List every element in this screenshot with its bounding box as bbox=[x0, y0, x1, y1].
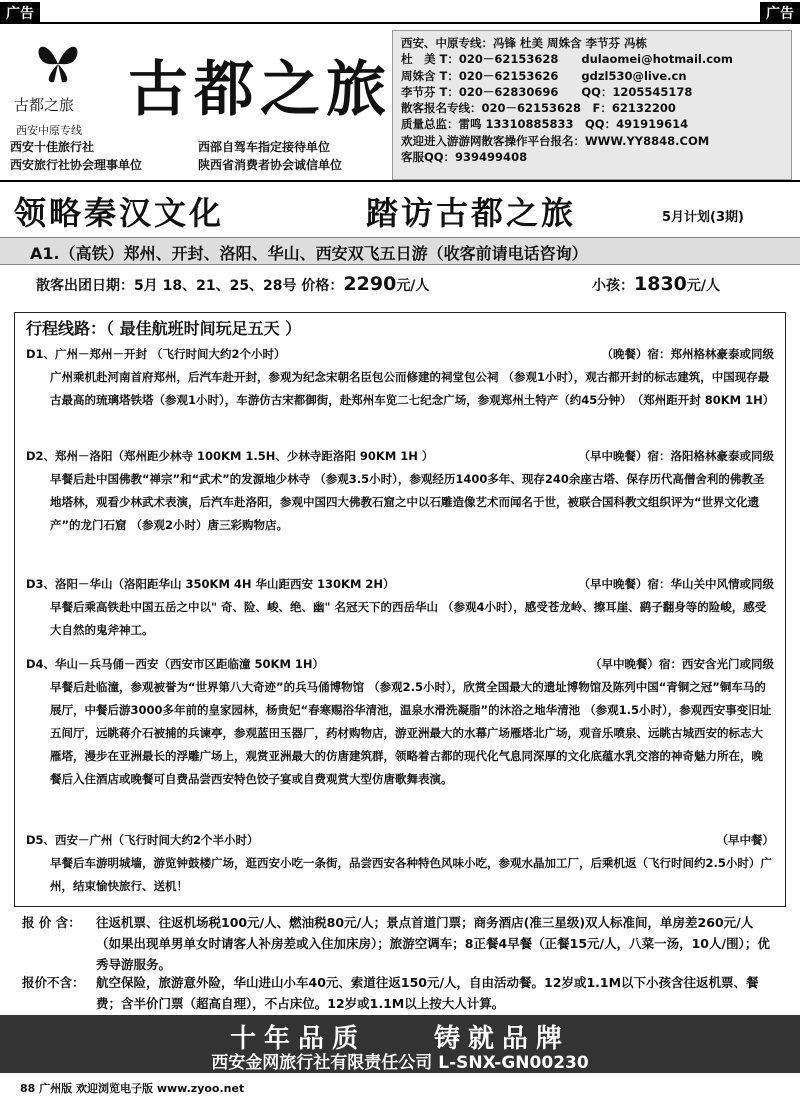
contact-line: 质量总监：雷鸣 13310885833 QQ：491919614 bbox=[401, 117, 689, 132]
day-body: 早餐后车游明城墙，游览钟鼓楼广场，逛西安小吃一条街，品尝西安各种特色风味小吃，参观水晶加工厂，后乘机返（飞行时间约2.5小时）广州，结束愉快旅行、送机！ bbox=[50, 856, 772, 893]
contact-line: 欢迎进入游游网散客操作平台报名：WWW.YY8848.COM bbox=[401, 133, 710, 148]
includes-text: 往返机票、往返机场税100元/人、燃油税80元/人；景点首道门票；商务酒店(准三星级)双人标准间，单房差260元/人（如果出现单男单女时请客人补房差或入住加床房）；旅游空调车；8正餐4早餐（正餐15元/人，八菜一汤，10人/围）；优秀导游服务。 bbox=[96, 915, 770, 972]
day-header bbox=[26, 832, 774, 848]
departure-info bbox=[36, 273, 429, 295]
page-info bbox=[20, 1080, 244, 1096]
kid-label: 小孩： bbox=[592, 278, 634, 294]
contact-line: 周姝含 T：020－62153626 gdzl530@live.cn bbox=[401, 68, 687, 83]
day-header bbox=[26, 448, 774, 464]
org-left-2: 西安旅行社协会理事单位 bbox=[10, 158, 143, 172]
day-route: D2、郑州－洛阳（郑州距少林寺 100KM 1.5H、少林寺距洛阳 90KM 1H ） bbox=[26, 449, 434, 463]
route-title: A1.（高铁）郑州、开封、洛阳、华山、西安双飞五日游（收客前请电话咨询） bbox=[0, 237, 800, 265]
logo-text: 古都之旅 bbox=[14, 96, 75, 114]
itinerary-title: 行程线路：（ 最佳航班时间玩足五天 ） bbox=[26, 319, 302, 338]
day-route: D3、洛阳－华山（洛阳距华山 350KM 4H 华山距西安 130KM 2H） bbox=[26, 577, 395, 591]
company-name: 西安金网旅行社有限责任公司 L-SNX-GN00230 bbox=[211, 1053, 589, 1073]
slogan-left: 十年品质 bbox=[229, 1024, 366, 1054]
contact-line: 散客报名专线：020－62153628 F：62132200 bbox=[401, 101, 676, 116]
excludes-section bbox=[14, 972, 786, 1016]
kid-unit: 元/人 bbox=[686, 278, 721, 294]
ad-label-right: 广告 bbox=[760, 2, 800, 24]
day-body: 早餐后赴中国佛教“禅宗”和“武术”的发源地少林寺 （参观3.5小时），参观经历1400多年、现存240余座古塔、保存历代高僧舍利的佛教圣地塔林，观看少林武术表演，后汽车赴洛阳，参观中国四大佛教石窟之中以石雕造像艺术而闻名于世，被联合国科教文组织评为“世界文化遗产”的龙门石窟 （参观2小时）唐三彩购物店。 bbox=[50, 472, 765, 532]
contact-box bbox=[392, 30, 792, 180]
day-meal: （早中晚餐）宿：洛阳格林豪泰或同级 bbox=[578, 449, 774, 463]
day-meal: （晚餐）宿：郑州格林豪泰或同级 bbox=[601, 347, 774, 361]
contact-line: 客服QQ：939499408 bbox=[401, 150, 528, 165]
excludes-label: 报价不含： bbox=[22, 975, 85, 990]
page-number: 88 bbox=[20, 1082, 36, 1095]
site-text: 欢迎浏览电子版 www.zyoo.net bbox=[76, 1082, 245, 1095]
day-header bbox=[26, 346, 774, 362]
org-right-2: 陕西省消费者协会诚信单位 bbox=[198, 158, 343, 172]
org-left-1: 西安十佳旅行社 bbox=[10, 140, 95, 154]
includes-label: 报 价 含： bbox=[22, 915, 81, 930]
day-route: D4、华山－兵马俑－西安（西安市区距临潼 50KM 1H） bbox=[26, 657, 325, 671]
day-meal: （早中晚餐）宿：华山关中风情或同级 bbox=[578, 577, 774, 591]
line-label: 西安中原专线 bbox=[16, 124, 82, 137]
day-header bbox=[26, 656, 774, 672]
headline-left: 领略秦汉文化 bbox=[14, 194, 225, 232]
slogan-right: 铸就品牌 bbox=[434, 1024, 571, 1054]
butterfly-logo-icon bbox=[30, 34, 86, 90]
day-meal: （早中餐） bbox=[716, 833, 774, 847]
brand-title: 古都之旅 bbox=[128, 55, 392, 125]
kid-price: 1830 bbox=[634, 273, 687, 295]
day-route: D1、广州－郑州－开封 （飞行时间大约2个小时） bbox=[26, 347, 286, 361]
departure-label: 散客出团日期：5月 18、21、25、28号 价格： bbox=[36, 278, 344, 294]
adult-price: 2290 bbox=[343, 273, 397, 295]
contact-line: 李节芬 T：020－62830696 QQ：1205545178 bbox=[401, 84, 693, 99]
contact-line: 杜 美 T：020－62153628 dulaomei@hotmail.com bbox=[401, 52, 733, 67]
adult-unit: 元/人 bbox=[396, 278, 430, 294]
day-route: D5、西安－广州（飞行时间大约2个半小时） bbox=[26, 833, 259, 847]
edition: 广州版 bbox=[39, 1082, 73, 1095]
day-body: 广州乘机赴河南首府郑州，后汽车赴开封，参观为纪念宋朝名臣包公而修建的祠堂包公祠 （参观1小时），观古都开封的标志建筑，中国现存最古最高的琉璃塔铁塔（参观1小时），车游仿古宋都御街，赴郑州车览二七纪念广场，参观郑州土特产（约45分钟） （郑州距开封 80KM 1H） bbox=[50, 370, 775, 407]
ad-label-left: 广告 bbox=[0, 2, 40, 24]
excludes-text: 航空保险，旅游意外险，华山进山小车40元、索道往返150元/人，自由活动餐。12岁或1.1M以下小孩含往返机票、餐费；含半价门票（超高自理），不占床位。12岁或1.1M以上按大人计算。 bbox=[96, 975, 759, 1011]
contact-line: 西安、中原专线：冯锋 杜美 周姝含 李节芬 冯栋 bbox=[401, 36, 648, 50]
plan-label: 5月计划(3期) bbox=[662, 210, 744, 225]
header bbox=[0, 22, 800, 182]
kid-price-info bbox=[592, 273, 720, 295]
org-right-1: 西部自驾车指定接待单位 bbox=[198, 140, 331, 154]
day-body: 早餐后乘高铁赴中国五岳之中以" 奇、险、峻、绝、幽" 名冠天下的西岳华山 （参观4小时），感受苍龙岭、擦耳崖、鹞子翻身等的险峻，感受大自然的鬼斧神工。 bbox=[50, 600, 767, 637]
includes-section bbox=[14, 912, 786, 972]
day-body: 早餐后赴临潼，参观被誉为“世界第八大奇迹”的兵马俑博物馆 （参观2.5小时），欣赏全国最大的遗址博物馆及陈列中国“青铜之冠”铜车马的展厅，中餐后游3000多年前的皇家园林，杨贵妃“春寒赐浴华清池，温泉水滑洗凝脂”的沐浴之地华清池 （参观1.5小时），参观西安事变旧址五间厅，远眺蒋介石被捕的兵谏亭，参观蓝田玉器厂，药材购物店，游亚洲最大的水幕广场雁塔北广场，观音乐喷泉、远眺古城西安的标志大雁塔，漫步在亚洲最长的浮雕广场上，观赏亚洲最大的仿唐建筑群，领略着古都的现代化气息同深厚的文化底蕴水乳交溶的神奇魅力所在，晚餐后入住酒店或晚餐可自费品尝西安特色饺子宴或自费观赏大型仿唐歌舞表演。 bbox=[50, 680, 772, 786]
day-meal: （早中晚餐）宿：西安含光门或同级 bbox=[590, 657, 774, 671]
day-header bbox=[26, 576, 774, 592]
headline-right: 踏访古都之旅 bbox=[366, 194, 577, 232]
top-bar bbox=[0, 0, 800, 22]
